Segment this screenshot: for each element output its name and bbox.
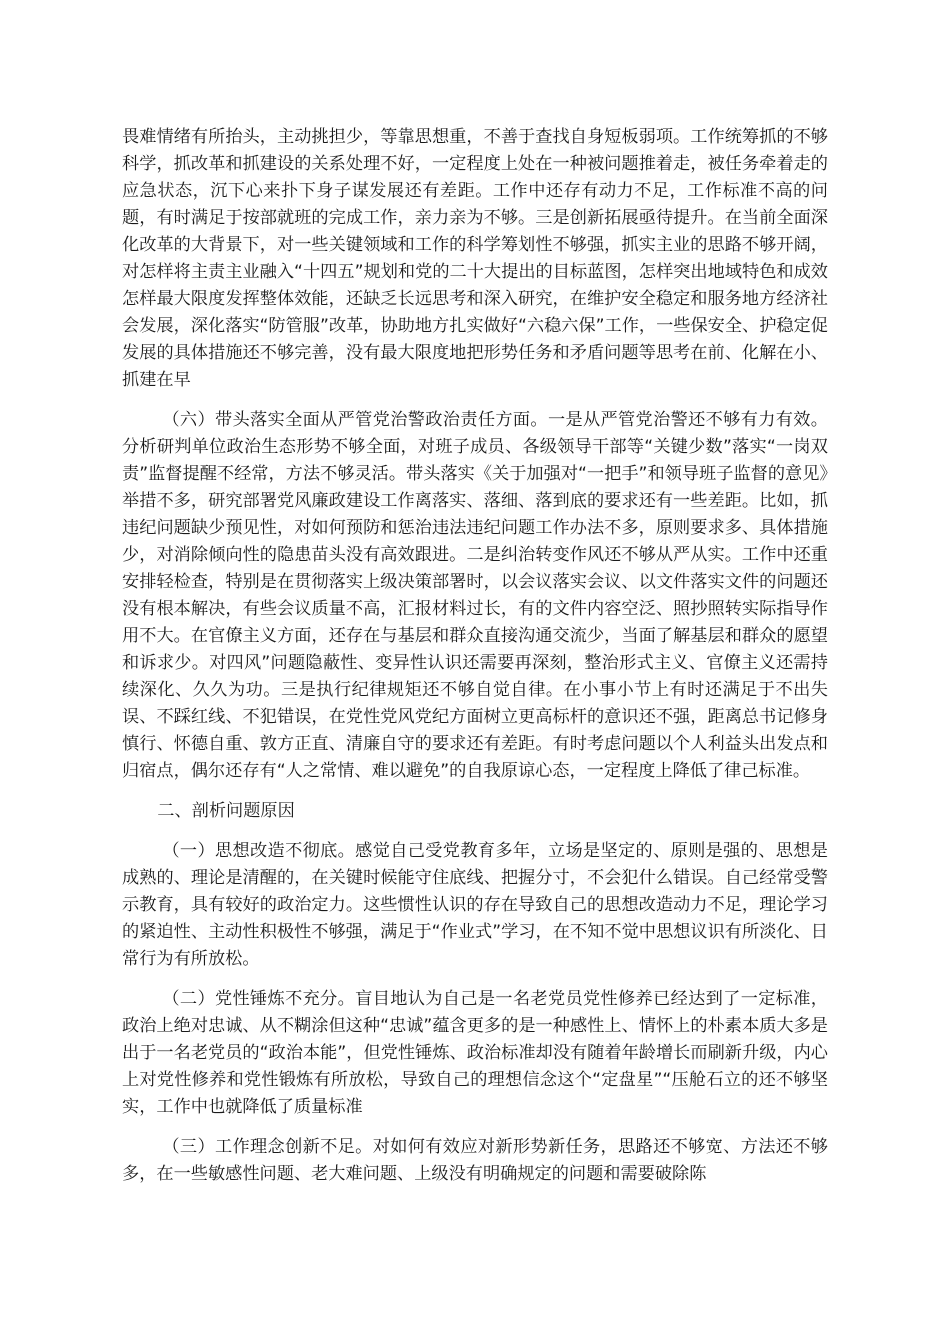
section-heading-two: 二、剖析问题原因 — [157, 801, 295, 821]
paragraph-cause-three: （三）工作理念创新不足。对如何有效应对新形势新任务，思路还不够宽、方法还不够多，在一些敏感性问题、老大难问题、上级没有明确规定的问题和需要破除陈 — [122, 1137, 828, 1184]
paragraph-cause-one: （一）思想改造不彻底。感觉自己受党教育多年，立场是坚定的、原则是强的、思想是成熟的、理论是清醒的，在关键时候能守住底线、把握分寸，不会犯什么错误。自己经常受警示教育，具有较好的政治定力。这些惯性认识的存在导致自己的思想改造动力不足，理论学习的紧迫性、主动性积极性不够强，满足于“作业式”学习，在不知不觉中思想议识有所淡化、日常行为有所放松。 — [122, 841, 828, 969]
paragraph-cause-two: （二）党性锤炼不充分。盲目地认为自己是一名老党员党性修养已经达到了一定标准，政治上绝对忠诚、从不糊涂但这种“忠诚”蕴含更多的是一种感性上、情怀上的朴素本质大多是出于一名老党员的“政治本能”，但党性锤炼、政治标准却没有随着年龄增长而刷新升级，内心上对党性修养和党性锻炼有所放松，导致自己的理想信念这个“定盘星”“压舱石立的还不够坚实，工作中也就降低了质量标准 — [122, 989, 828, 1117]
paragraph-continued: 畏难情绪有所抬头，主动挑担少，等靠思想重，不善于查找自身短板弱项。工作统筹抓的不够科学，抓改革和抓建设的关系处理不好，一定程度上处在一种被问题推着走，被任务牵着走的应急状态，沉下心来扑下身子谋发展还有差距。工作中还存有动力不足，工作标准不高的问题，有时满足于按部就班的完成工作，亲力亲为不够。三是创新拓展亟待提升。在当前全面深化改革的大背景下，对一些关键领域和工作的科学筹划性不够强，抓实主业的思路不够开阔，对怎样将主责主业融入“十四五”规划和党的二十大提出的目标蓝图，怎样突出地域特色和成效怎样最大限度发挥整体效能，还缺乏长远思考和深入研究，在维护安全稳定和服务地方经济社会发展，深化落实“防管服”改革，协助地方扎实做好“六稳六保”工作，一些保安全、护稳定促发展的具体措施还不够完善，没有最大限度地把形势任务和矛盾问题等思考在前、化解在小、抓建在早 — [122, 127, 828, 390]
document-page — [122, 124, 828, 1201]
paragraph-section-six: （六）带头落实全面从严管党治警政治责任方面。一是从严管党治警还不够有力有效。分析研判单位政治生态形势不够全面，对班子成员、各级领导干部等“关键少数”落实“一岗双责”监督提醒不经常，方法不够灵活。带头落实《关于加强对“一把手”和领导班子监督的意见》举措不多，研究部署党风廉政建设工作离落实、落细、落到底的要求还有一些差距。比如，抓违纪问题缺少预见性，对如何预防和惩治违法违纪问题工作办法不多，原则要求多、具体措施少，对消除倾向性的隐患苗头没有高效跟进。二是纠治转变作风还不够从严从实。工作中还重安排轻检查，特别是在贯彻落实上级决策部署时，以会议落实会议、以文件落实文件的问题还没有根本解决，有些会议质量不高，汇报材料过长，有的文件内容空泛、照抄照转实际指导作用不大。在官僚主义方面，还存在与基层和群众直接沟通交流少，当面了解基层和群众的愿望和诉求少。对四风”问题隐蔽性、变异性认识还需要再深刻，整治形式主义、官僚主义还需持续深化、久久为功。三是执行纪律规矩还不够自觉自律。在小事小节上有时还满足于不出失误、不踩红线、不犯错误，在党性党风党纪方面树立更高标杆的意识还不强，距离总书记修身慎行、怀德自重、敦方正直、清廉自守的要求还有差距。有时考虑问题以个人利益头出发点和归宿点，偶尔还存有“人之常情、难以避免”的自我原谅心态，一定程度上降低了律己标准。 — [122, 410, 828, 781]
